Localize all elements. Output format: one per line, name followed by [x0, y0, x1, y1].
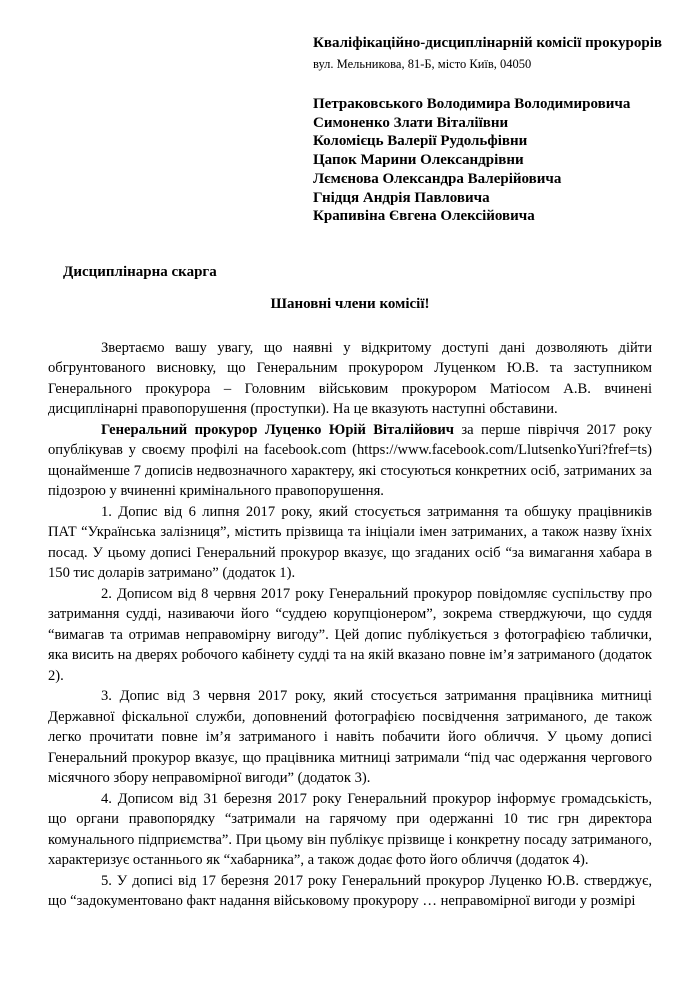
- complaint-item-1: 1. Допис від 6 липня 2017 року, який стосується затримання та обшуку працівників ПАТ “Українська залізниця”, містить прізвища та ініціали імен затриманих, а також назву їхніх посад. У цьому дописі Генеральний прокурор вказує, що згаданих осіб “за вимагання хабара в 150 тис доларів затримано” (додаток 1).: [48, 503, 652, 582]
- paragraph-intro: Звертаємо вашу увагу, що наявні у відкритому доступі дані дозволяють дійти обгрунтованого висновку, що Генеральним прокурором Луценком Ю.В. та заступником Генерального прокурора – Головним військовим прокурором Матіосом А.В. вчинені дисциплінарні правопорушення (проступки). На це вказують наступні обставини.: [48, 339, 652, 418]
- applicant-name: Крапивіна Євгена Олексійовича: [313, 208, 535, 225]
- general-prosecutor-name: Генеральний прокурор Луценко Юрій Віталійович: [101, 421, 454, 438]
- recipient-address: вул. Мельникова, 81-Б, місто Київ, 04050: [313, 57, 532, 71]
- applicant-name: Цапок Марини Олександрівни: [313, 152, 524, 169]
- complaint-item-5: 5. У дописі від 17 березня 2017 року Генеральний прокурор Луценко Ю.В. стверджує, що “задокументовано факт надання військовому прокурору … неправомірної вигоди у розмірі: [48, 872, 652, 910]
- complaint-item-4: 4. Дописом від 31 березня 2017 року Генеральний прокурор інформує громадськість, що органи правопорядку “затримали на гарячому при одержанні 10 тис грн директора комунального підприємства”. При цьому він публікує прізвище і конкретну посаду затриманого, характеризує останнього як “хабарника”, а також додає фото його обличчя (додаток 4).: [48, 790, 652, 869]
- salutation: Шановні члени комісії!: [270, 295, 430, 312]
- recipient-block: [313, 0, 700, 226]
- complaint-item-3: 3. Допис від 3 червня 2017 року, який стосується затримання працівника митниці Державної фіскальної служби, доповнений фотографією посвідчення затриманого, де також легко прочитати повне ім’я затриманого і навіть побачити його обличчя. У цьому дописі Генеральний прокурор вказує, що працівника митниці затримали “під час одержання чергового місячного збору неправомірної вигоди” (додаток 3).: [48, 688, 652, 787]
- document-body: [48, 338, 652, 912]
- applicant-name: Гнідця Андрія Павловича: [313, 189, 490, 206]
- complaint-title: Дисциплінарна скарга: [63, 263, 217, 280]
- applicant-name: Коломієць Валерії Рудольфівни: [313, 133, 528, 150]
- applicant-name: Симоненко Злати Віталіївни: [313, 114, 509, 131]
- paragraph-facebook-posts: [48, 420, 652, 502]
- applicant-name: Петраковського Володимира Володимировича: [313, 96, 631, 112]
- paragraph-facebook-posts-text: за перше півріччя 2017 року опублікував у своєму профілі на facebook.com (https://www.facebook.com/LlutsenkoYuri?fref=ts) щонайменше 7 дописів недвозначного характеру, які стосуються конкретних осіб, затриманих за підозрою у вчиненні кримінального правопорушення.: [48, 421, 652, 500]
- complaint-item-2: 2. Дописом від 8 червня 2017 року Генеральний прокурор повідомляє суспільству про затримання судді, називаючи його “суддею корупціонером”, зокрема стверджуючи, що суддя “вимагав та отримав неправомірну вигоду”. Цей допис публікується з фотографією таблички, яка висить на дверях робочого кабінету судді та на якій вказано повне ім’я затриманого (додаток 2).: [48, 585, 652, 684]
- applicant-name: Лємєнова Олександра Валерійовича: [313, 170, 562, 187]
- applicants-list: [313, 95, 700, 226]
- recipient-org: Кваліфікаційно-дисциплінарній комісії прокурорів: [313, 35, 662, 51]
